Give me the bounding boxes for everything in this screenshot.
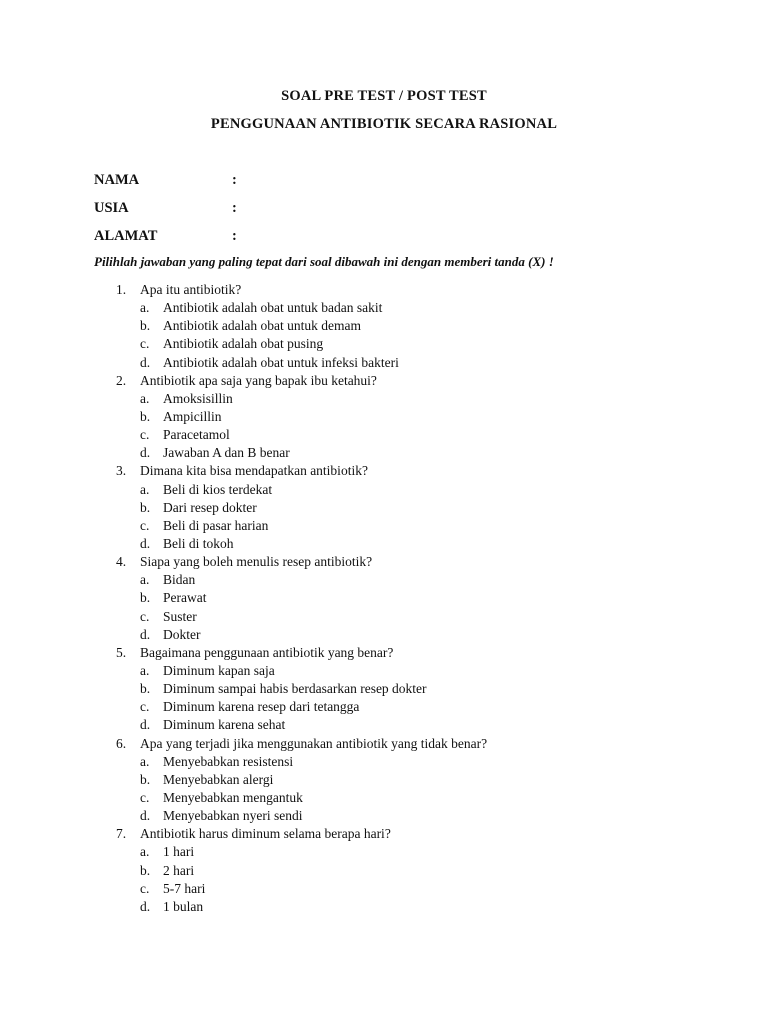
question-text: Siapa yang boleh menulis resep antibiotik? bbox=[140, 554, 373, 570]
identity-row-alamat bbox=[94, 228, 394, 248]
option-letter: b. bbox=[140, 499, 151, 515]
answer-option bbox=[0, 608, 768, 626]
option-text: Perawat bbox=[163, 590, 207, 606]
option-text: Jawaban A dan B benar bbox=[163, 445, 290, 461]
answer-option bbox=[0, 517, 768, 535]
option-letter: d. bbox=[140, 808, 151, 824]
question-text: Bagaimana penggunaan antibiotik yang benar? bbox=[140, 644, 394, 660]
answer-option bbox=[0, 481, 768, 499]
identity-row-nama bbox=[94, 172, 394, 192]
option-letter: b. bbox=[140, 408, 151, 424]
identity-label: NAMA bbox=[94, 172, 140, 188]
option-text: Diminum karena sehat bbox=[163, 717, 286, 733]
question-item bbox=[0, 644, 768, 662]
answer-option bbox=[0, 680, 768, 698]
option-text: Dokter bbox=[163, 626, 201, 642]
question-list bbox=[0, 281, 768, 916]
option-letter: b. bbox=[140, 318, 151, 334]
question-item bbox=[0, 281, 768, 299]
answer-option bbox=[0, 626, 768, 644]
document-title: SOAL PRE TEST / POST TEST bbox=[281, 88, 487, 104]
option-letter: d. bbox=[140, 898, 151, 914]
question-item bbox=[0, 735, 768, 753]
question-item bbox=[0, 462, 768, 480]
question-text: Antibiotik harus diminum selama berapa hari? bbox=[140, 826, 391, 842]
answer-option bbox=[0, 807, 768, 825]
option-text: Menyebabkan alergi bbox=[163, 771, 274, 787]
answer-option bbox=[0, 862, 768, 880]
option-letter: a. bbox=[140, 481, 150, 497]
answer-option bbox=[0, 535, 768, 553]
question-number: 2. bbox=[116, 372, 127, 388]
question-text: Apa itu antibiotik? bbox=[140, 282, 242, 297]
option-letter: a. bbox=[140, 662, 150, 678]
answer-option bbox=[0, 753, 768, 771]
question-text: Antibiotik apa saja yang bapak ibu ketahui? bbox=[140, 372, 377, 388]
option-letter: b. bbox=[140, 590, 151, 606]
answer-option bbox=[0, 317, 768, 335]
option-text: Ampicillin bbox=[163, 408, 222, 424]
option-letter: a. bbox=[140, 390, 150, 406]
question-number: 5. bbox=[116, 644, 127, 660]
option-text: 2 hari bbox=[163, 862, 195, 878]
option-text: Menyebabkan mengantuk bbox=[163, 789, 303, 805]
answer-option bbox=[0, 499, 768, 517]
answer-option bbox=[0, 444, 768, 462]
question-text: Dimana kita bisa mendapatkan antibiotik? bbox=[140, 463, 368, 479]
answer-option bbox=[0, 771, 768, 789]
question-item bbox=[0, 825, 768, 843]
option-text: Suster bbox=[163, 608, 197, 624]
option-text: Menyebabkan resistensi bbox=[163, 753, 294, 769]
answer-option bbox=[0, 716, 768, 734]
answer-option bbox=[0, 390, 768, 408]
answer-option bbox=[0, 880, 768, 898]
option-letter: d. bbox=[140, 717, 151, 733]
option-letter: a. bbox=[140, 300, 150, 316]
option-text: Beli di pasar harian bbox=[163, 517, 269, 533]
option-letter: c. bbox=[140, 336, 150, 352]
identity-colon: : bbox=[232, 200, 237, 216]
option-text: Diminum sampai habis berdasarkan resep dokter bbox=[163, 681, 427, 697]
option-letter: d. bbox=[140, 354, 151, 370]
option-text: Antibiotik adalah obat untuk infeksi bakteri bbox=[163, 354, 399, 370]
answer-option bbox=[0, 898, 768, 916]
option-text: Antibiotik adalah obat untuk badan sakit bbox=[163, 300, 383, 316]
option-letter: c. bbox=[140, 427, 150, 443]
option-text: Amoksisillin bbox=[163, 390, 233, 406]
option-letter: c. bbox=[140, 699, 150, 715]
answer-option bbox=[0, 843, 768, 861]
instruction-text: Pilihlah jawaban yang paling tepat dari soal dibawah ini dengan memberi tanda (X) ! bbox=[94, 254, 554, 269]
identity-label: ALAMAT bbox=[94, 228, 158, 244]
option-letter: b. bbox=[140, 771, 151, 787]
answer-option bbox=[0, 789, 768, 807]
option-text: Dari resep dokter bbox=[163, 499, 257, 515]
option-letter: c. bbox=[140, 608, 150, 624]
answer-option bbox=[0, 698, 768, 716]
question-item bbox=[0, 553, 768, 571]
option-text: Beli di kios terdekat bbox=[163, 481, 273, 497]
answer-option bbox=[0, 426, 768, 444]
option-text: 1 bulan bbox=[163, 898, 204, 914]
option-text: Diminum kapan saja bbox=[163, 662, 275, 678]
identity-colon: : bbox=[232, 228, 237, 244]
question-number: 3. bbox=[116, 463, 127, 479]
option-letter: c. bbox=[140, 789, 150, 805]
option-letter: b. bbox=[140, 862, 151, 878]
option-letter: d. bbox=[140, 535, 151, 551]
option-text: Menyebabkan nyeri sendi bbox=[163, 808, 303, 824]
option-letter: d. bbox=[140, 626, 151, 642]
answer-option bbox=[0, 299, 768, 317]
answer-option bbox=[0, 335, 768, 353]
option-letter: b. bbox=[140, 681, 151, 697]
question-number: 4. bbox=[116, 554, 127, 570]
option-letter: c. bbox=[140, 517, 150, 533]
identity-colon: : bbox=[232, 172, 237, 188]
option-text: Paracetamol bbox=[163, 427, 230, 443]
answer-option bbox=[0, 662, 768, 680]
answer-option bbox=[0, 571, 768, 589]
option-text: Diminum karena resep dari tetangga bbox=[163, 699, 360, 715]
option-letter: c. bbox=[140, 880, 150, 896]
option-text: Bidan bbox=[163, 572, 196, 588]
option-text: Beli di tokoh bbox=[163, 535, 234, 551]
identity-label: USIA bbox=[94, 200, 129, 216]
answer-option bbox=[0, 354, 768, 372]
question-item bbox=[0, 372, 768, 390]
document-subtitle: PENGGUNAAN ANTIBIOTIK SECARA RASIONAL bbox=[210, 116, 558, 132]
option-letter: a. bbox=[140, 753, 150, 769]
question-number: 7. bbox=[116, 826, 127, 842]
option-text: Antibiotik adalah obat untuk demam bbox=[163, 318, 361, 334]
option-letter: a. bbox=[140, 844, 150, 860]
answer-option bbox=[0, 589, 768, 607]
question-text: Apa yang terjadi jika menggunakan antibiotik yang tidak benar? bbox=[140, 735, 488, 751]
option-text: 1 hari bbox=[163, 844, 195, 860]
question-number: 1. bbox=[116, 282, 127, 297]
identity-row-usia bbox=[94, 200, 394, 220]
answer-option bbox=[0, 408, 768, 426]
question-number: 6. bbox=[116, 735, 127, 751]
option-text: Antibiotik adalah obat pusing bbox=[163, 336, 324, 352]
option-text: 5-7 hari bbox=[163, 880, 206, 896]
option-letter: a. bbox=[140, 572, 150, 588]
option-letter: d. bbox=[140, 445, 151, 461]
